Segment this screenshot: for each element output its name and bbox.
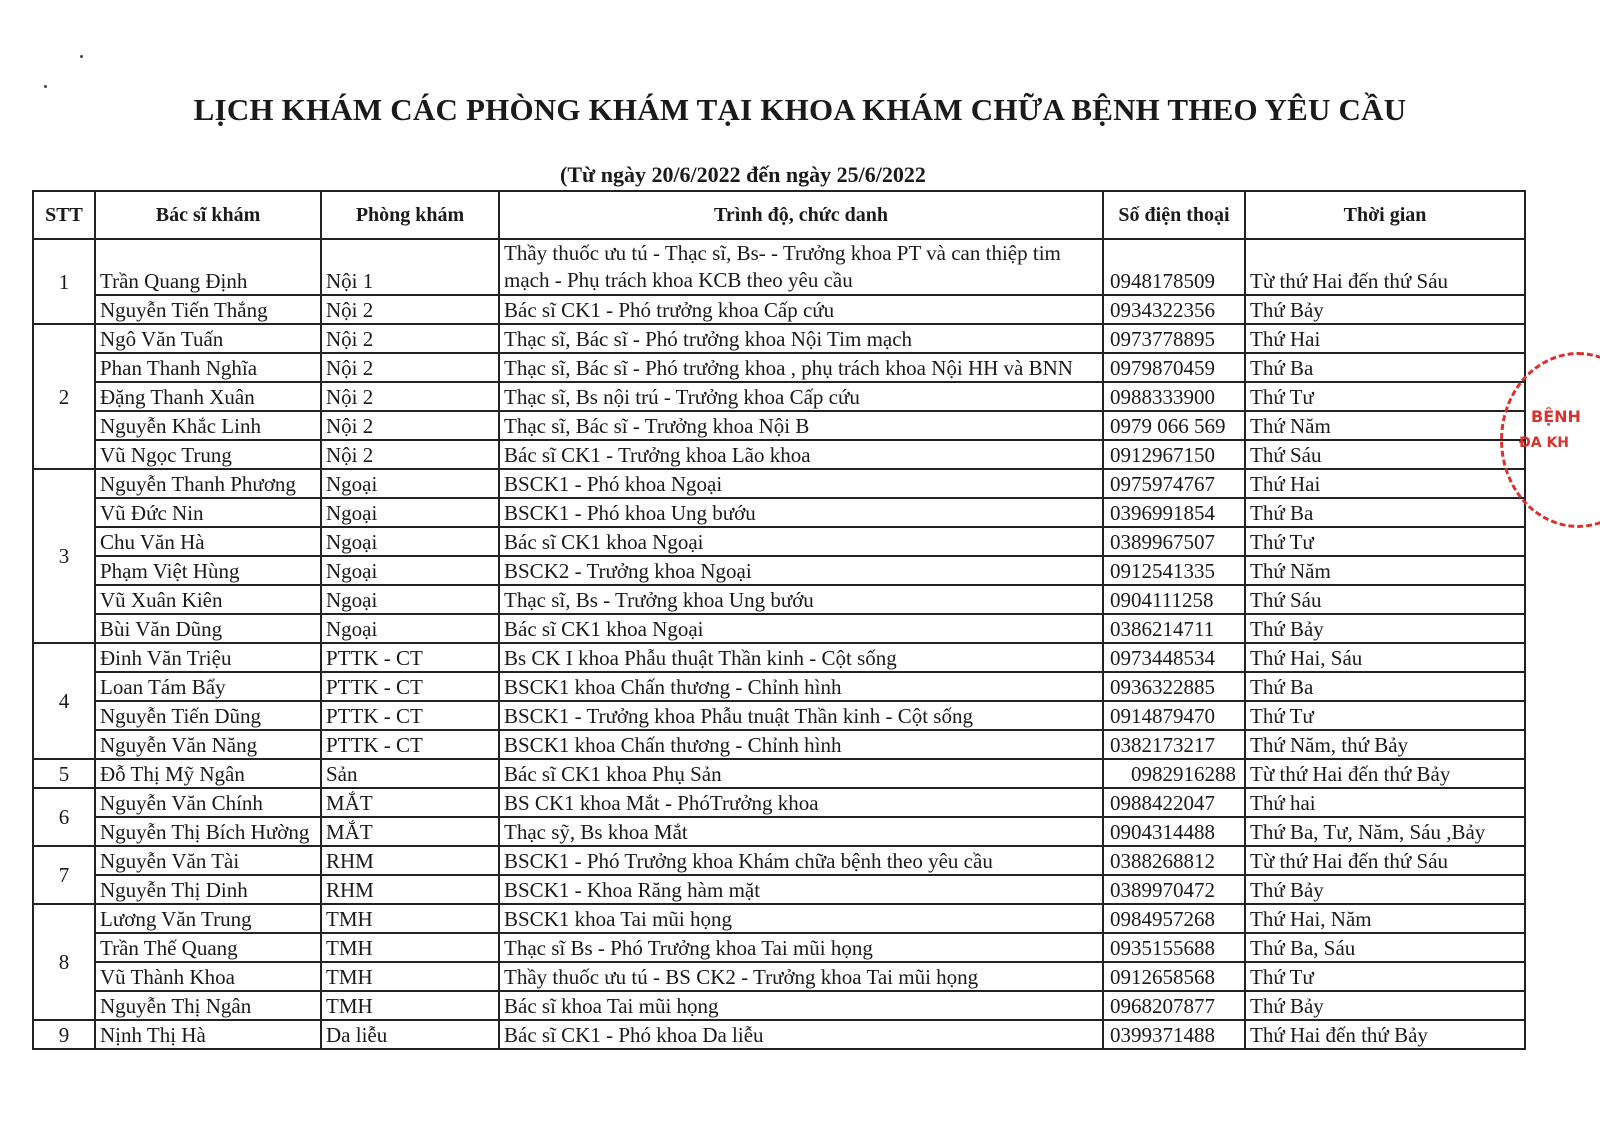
room-cell: TMH <box>321 933 499 962</box>
room-cell: Da liễu <box>321 1020 499 1049</box>
doctor-cell: Vũ Ngọc Trung <box>95 440 321 469</box>
time-cell: Thứ Ba <box>1245 498 1525 527</box>
phone-cell: 0973448534 <box>1103 643 1245 672</box>
phone-cell: 0975974767 <box>1103 469 1245 498</box>
time-cell: Thứ Bảy <box>1245 875 1525 904</box>
stamp-text: BỆNH <box>1531 407 1581 426</box>
phone-cell: 0399371488 <box>1103 1020 1245 1049</box>
doctor-cell: Nguyễn Văn Chính <box>95 788 321 817</box>
table-row <box>33 411 1525 440</box>
room-cell: MẮT <box>321 788 499 817</box>
table-row <box>33 382 1525 411</box>
phone-cell: 0948178509 <box>1103 239 1245 295</box>
qualification-cell: Bác sĩ CK1 khoa Ngoại <box>499 527 1103 556</box>
header-room: Phòng khám <box>321 191 499 239</box>
phone-cell: 0389970472 <box>1103 875 1245 904</box>
phone-cell: 0934322356 <box>1103 295 1245 324</box>
time-cell: Thứ Ba <box>1245 672 1525 701</box>
qualification-cell: Bác sĩ CK1 khoa Phụ Sản <box>499 759 1103 788</box>
time-cell: Thứ Bảy <box>1245 614 1525 643</box>
table-row <box>33 991 1525 1020</box>
qualification-cell: Thạc sĩ, Bác sĩ - Phó trưởng khoa , phụ trách khoa Nội HH và BNN <box>499 353 1103 382</box>
doctor-cell: Nguyễn Văn Tài <box>95 846 321 875</box>
phone-cell: 0982916288 <box>1103 759 1245 788</box>
doctor-cell: Nguyễn Khắc Linh <box>95 411 321 440</box>
room-cell: Nội 2 <box>321 440 499 469</box>
doctor-cell: Nịnh Thị Hà <box>95 1020 321 1049</box>
header-time: Thời gian <box>1245 191 1525 239</box>
qualification-cell: BS CK1 khoa Mắt - PhóTrưởng khoa <box>499 788 1103 817</box>
time-cell: Từ thứ Hai đến thứ Sáu <box>1245 239 1525 295</box>
doctor-cell: Đặng Thanh Xuân <box>95 382 321 411</box>
doctor-cell: Nguyễn Thị Ngân <box>95 991 321 1020</box>
phone-cell: 0904111258 <box>1103 585 1245 614</box>
qualification-cell: Bác sĩ CK1 khoa Ngoại <box>499 614 1103 643</box>
stt-cell: 3 <box>33 469 95 643</box>
phone-cell: 0912967150 <box>1103 440 1245 469</box>
time-cell: Thứ Tư <box>1245 962 1525 991</box>
table-row <box>33 788 1525 817</box>
schedule-body <box>33 239 1525 1049</box>
stt-cell: 6 <box>33 788 95 846</box>
phone-cell: 0912541335 <box>1103 556 1245 585</box>
doctor-cell: Phạm Việt Hùng <box>95 556 321 585</box>
time-cell: Thứ Năm <box>1245 411 1525 440</box>
table-row <box>33 962 1525 991</box>
doctor-cell: Đỗ Thị Mỹ Ngân <box>95 759 321 788</box>
stt-cell: 5 <box>33 759 95 788</box>
phone-cell: 0988422047 <box>1103 788 1245 817</box>
doctor-cell: Vũ Xuân Kiên <box>95 585 321 614</box>
stt-cell: 2 <box>33 324 95 469</box>
stt-cell: 7 <box>33 846 95 904</box>
room-cell: Nội 2 <box>321 353 499 382</box>
qualification-cell: Thạc sĩ, Bác sĩ - Phó trưởng khoa Nội Tim mạch <box>499 324 1103 353</box>
table-row <box>33 527 1525 556</box>
stamp-text: ĐA KH <box>1519 435 1570 451</box>
table-row <box>33 933 1525 962</box>
time-cell: Thứ Hai, Năm <box>1245 904 1525 933</box>
doctor-cell: Trần Quang Định <box>95 239 321 295</box>
phone-cell: 0936322885 <box>1103 672 1245 701</box>
table-row <box>33 556 1525 585</box>
header-phone: Số điện thoại <box>1103 191 1245 239</box>
table-row <box>33 672 1525 701</box>
time-cell: Từ thứ Hai đến thứ Sáu <box>1245 846 1525 875</box>
time-cell: Thứ Năm <box>1245 556 1525 585</box>
doctor-cell: Ngô Văn Tuấn <box>95 324 321 353</box>
qualification-cell: Thạc sĩ, Bác sĩ - Trưởng khoa Nội B <box>499 411 1103 440</box>
room-cell: TMH <box>321 991 499 1020</box>
doctor-cell: Nguyễn Thanh Phương <box>95 469 321 498</box>
qualification-cell: BSCK1 - Phó khoa Ngoại <box>499 469 1103 498</box>
table-row <box>33 759 1525 788</box>
time-cell: Thứ Hai <box>1245 324 1525 353</box>
time-cell: Thứ Sáu <box>1245 440 1525 469</box>
stt-cell: 1 <box>33 239 95 324</box>
phone-cell: 0396991854 <box>1103 498 1245 527</box>
time-cell: Thứ Hai <box>1245 469 1525 498</box>
document-title: LỊCH KHÁM CÁC PHÒNG KHÁM TẠI KHOA KHÁM CHỮA BỆNH THEO YÊU CẦU <box>193 92 1407 127</box>
doctor-cell: Nguyễn Văn Năng <box>95 730 321 759</box>
qualification-cell: Bác sĩ khoa Tai mũi họng <box>499 991 1103 1020</box>
qualification-cell: BSCK1 - Khoa Răng hàm mặt <box>499 875 1103 904</box>
doctor-cell: Bùi Văn Dũng <box>95 614 321 643</box>
qualification-cell: Thạc sĩ, Bs nội trú - Trưởng khoa Cấp cứu <box>499 382 1103 411</box>
room-cell: Nội 2 <box>321 411 499 440</box>
table-header-row <box>33 191 1525 239</box>
schedule-table <box>32 190 1526 1050</box>
header-doctor: Bác sĩ khám <box>95 191 321 239</box>
doctor-cell: Chu Văn Hà <box>95 527 321 556</box>
doctor-cell: Nguyễn Tiến Thắng <box>95 295 321 324</box>
room-cell: Nội 1 <box>321 239 499 295</box>
stt-cell: 4 <box>33 643 95 759</box>
qualification-cell: Bs CK I khoa Phẫu thuật Thần kinh - Cột sống <box>499 643 1103 672</box>
table-row <box>33 643 1525 672</box>
phone-cell: 0935155688 <box>1103 933 1245 962</box>
room-cell: Nội 2 <box>321 324 499 353</box>
doctor-cell: Đinh Văn Triệu <box>95 643 321 672</box>
qualification-cell: Thạc sĩ, Bs - Trưởng khoa Ung bướu <box>499 585 1103 614</box>
scan-speck <box>44 85 47 88</box>
time-cell: Thứ Bảy <box>1245 991 1525 1020</box>
table-row <box>33 875 1525 904</box>
time-cell: Thứ Ba, Sáu <box>1245 933 1525 962</box>
qualification-cell: BSCK1 khoa Chấn thương - Chỉnh hình <box>499 672 1103 701</box>
date-range-subtitle: (Từ ngày 20/6/2022 đến ngày 25/6/2022 <box>560 162 926 187</box>
qualification-cell: BSCK2 - Trưởng khoa Ngoại <box>499 556 1103 585</box>
room-cell: Ngoại <box>321 498 499 527</box>
qualification-cell: Thầy thuốc ưu tú - BS CK2 - Trưởng khoa Tai mũi họng <box>499 962 1103 991</box>
phone-cell: 0988333900 <box>1103 382 1245 411</box>
room-cell: Ngoại <box>321 614 499 643</box>
table-row <box>33 904 1525 933</box>
room-cell: RHM <box>321 875 499 904</box>
phone-cell: 0968207877 <box>1103 991 1245 1020</box>
time-cell: Thứ Tư <box>1245 527 1525 556</box>
room-cell: Ngoại <box>321 556 499 585</box>
qualification-cell: BSCK1 - Phó khoa Ung bướu <box>499 498 1103 527</box>
table-row <box>33 498 1525 527</box>
phone-cell: 0984957268 <box>1103 904 1245 933</box>
stt-cell: 9 <box>33 1020 95 1049</box>
room-cell: Ngoại <box>321 469 499 498</box>
time-cell: Thứ Ba, Tư, Năm, Sáu ,Bảy <box>1245 817 1525 846</box>
room-cell: PTTK - CT <box>321 730 499 759</box>
time-cell: Từ thứ Hai đến thứ Bảy <box>1245 759 1525 788</box>
room-cell: MẮT <box>321 817 499 846</box>
qualification-cell: Thầy thuốc ưu tú - Thạc sĩ, Bs- - Trưởng khoa PT và can thiệp tim mạch - Phụ trách khoa KCB theo yêu cầu <box>499 239 1103 295</box>
time-cell: Thứ Hai đến thứ Bảy <box>1245 1020 1525 1049</box>
room-cell: Ngoại <box>321 585 499 614</box>
table-row <box>33 846 1525 875</box>
room-cell: Nội 2 <box>321 382 499 411</box>
table-row <box>33 239 1525 295</box>
qualification-cell: BSCK1 - Trưởng khoa Phẫu tnuật Thần kinh - Cột sống <box>499 701 1103 730</box>
room-cell: RHM <box>321 846 499 875</box>
room-cell: PTTK - CT <box>321 672 499 701</box>
time-cell: Thứ Tư <box>1245 701 1525 730</box>
phone-cell: 0904314488 <box>1103 817 1245 846</box>
qualification-cell: BSCK1 - Phó Trưởng khoa Khám chữa bệnh theo yêu cầu <box>499 846 1103 875</box>
time-cell: Thứ Sáu <box>1245 585 1525 614</box>
stt-cell: 8 <box>33 904 95 1020</box>
qualification-cell: Thạc sỹ, Bs khoa Mắt <box>499 817 1103 846</box>
doctor-cell: Vũ Đức Nin <box>95 498 321 527</box>
doctor-cell: Nguyễn Thị Dinh <box>95 875 321 904</box>
qualification-cell: Thạc sĩ Bs - Phó Trưởng khoa Tai mũi họng <box>499 933 1103 962</box>
phone-cell: 0979 066 569 <box>1103 411 1245 440</box>
qualification-cell: BSCK1 khoa Chấn thương - Chỉnh hình <box>499 730 1103 759</box>
phone-cell: 0386214711 <box>1103 614 1245 643</box>
doctor-cell: Loan Tám Bẩy <box>95 672 321 701</box>
table-row <box>33 295 1525 324</box>
phone-cell: 0388268812 <box>1103 846 1245 875</box>
doctor-cell: Trần Thế Quang <box>95 933 321 962</box>
table-row <box>33 353 1525 382</box>
table-row <box>33 469 1525 498</box>
table-row <box>33 817 1525 846</box>
doctor-cell: Phan Thanh Nghĩa <box>95 353 321 382</box>
time-cell: Thứ Bảy <box>1245 295 1525 324</box>
room-cell: TMH <box>321 962 499 991</box>
header-stt: STT <box>33 191 95 239</box>
phone-cell: 0973778895 <box>1103 324 1245 353</box>
time-cell: Thứ Hai, Sáu <box>1245 643 1525 672</box>
phone-cell: 0912658568 <box>1103 962 1245 991</box>
table-row <box>33 730 1525 759</box>
header-qualification: Trình độ, chức danh <box>499 191 1103 239</box>
room-cell: Nội 2 <box>321 295 499 324</box>
phone-cell: 0382173217 <box>1103 730 1245 759</box>
table-row <box>33 1020 1525 1049</box>
time-cell: Thứ Tư <box>1245 382 1525 411</box>
table-row <box>33 614 1525 643</box>
qualification-cell: Bác sĩ CK1 - Trưởng khoa Lão khoa <box>499 440 1103 469</box>
table-row <box>33 585 1525 614</box>
phone-cell: 0914879470 <box>1103 701 1245 730</box>
room-cell: Sản <box>321 759 499 788</box>
table-row <box>33 701 1525 730</box>
scan-speck <box>80 55 83 58</box>
room-cell: Ngoại <box>321 527 499 556</box>
doctor-cell: Nguyễn Tiến Dũng <box>95 701 321 730</box>
time-cell: Thứ hai <box>1245 788 1525 817</box>
doctor-cell: Nguyễn Thị Bích Hường <box>95 817 321 846</box>
qualification-cell: Bác sĩ CK1 - Phó khoa Da liễu <box>499 1020 1103 1049</box>
room-cell: TMH <box>321 904 499 933</box>
qualification-cell: BSCK1 khoa Tai mũi họng <box>499 904 1103 933</box>
phone-cell: 0389967507 <box>1103 527 1245 556</box>
doctor-cell: Vũ Thành Khoa <box>95 962 321 991</box>
table-row <box>33 324 1525 353</box>
qualification-cell: Bác sĩ CK1 - Phó trưởng khoa Cấp cứu <box>499 295 1103 324</box>
room-cell: PTTK - CT <box>321 643 499 672</box>
phone-cell: 0979870459 <box>1103 353 1245 382</box>
room-cell: PTTK - CT <box>321 701 499 730</box>
time-cell: Thứ Ba <box>1245 353 1525 382</box>
doctor-cell: Lương Văn Trung <box>95 904 321 933</box>
table-row <box>33 440 1525 469</box>
time-cell: Thứ Năm, thứ Bảy <box>1245 730 1525 759</box>
